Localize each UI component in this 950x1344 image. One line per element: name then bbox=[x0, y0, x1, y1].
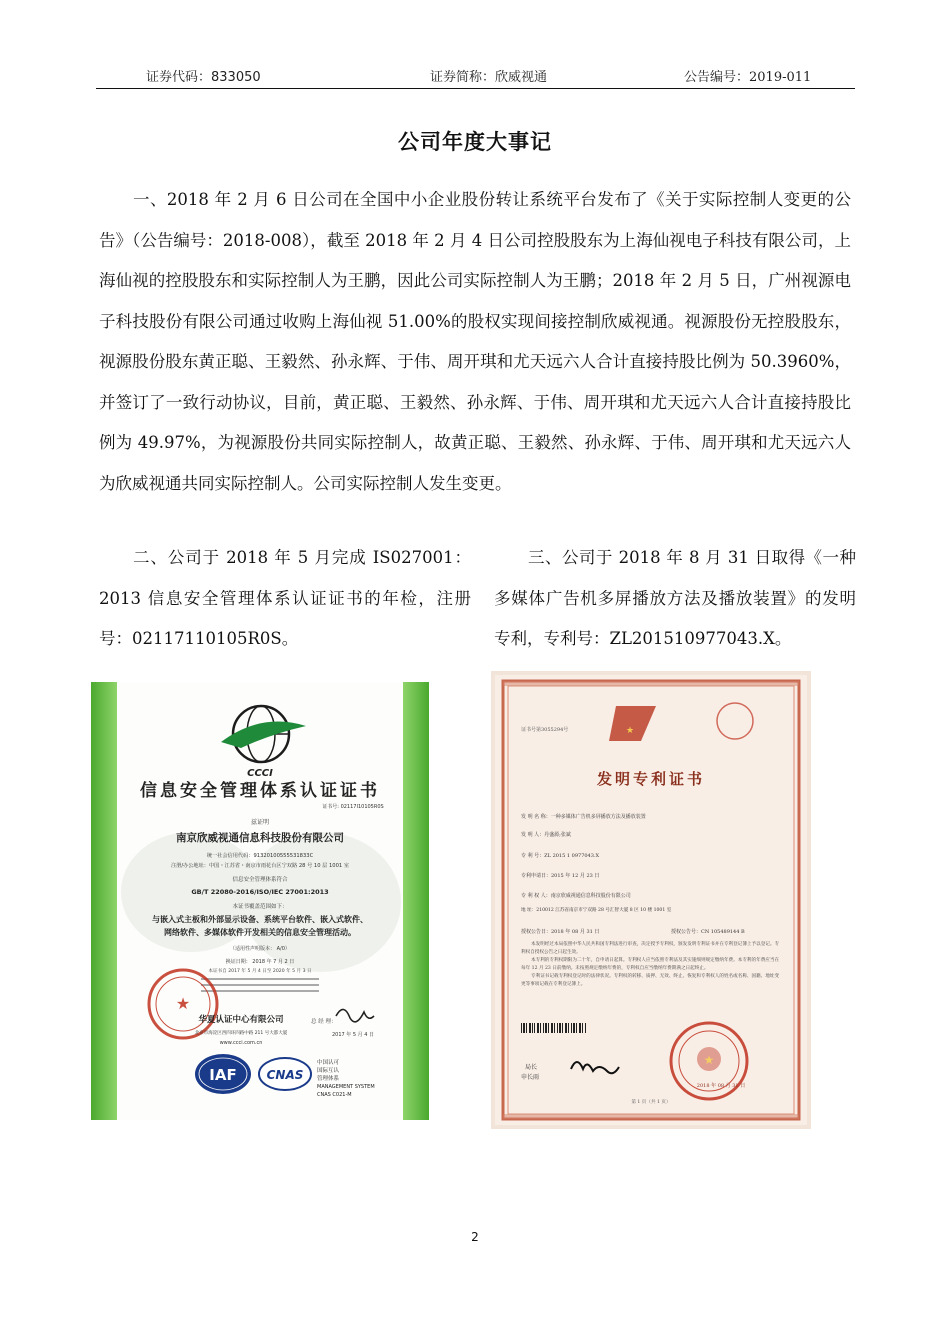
patent-grant-number: 授权公告号：CN 105489144 B bbox=[671, 929, 745, 935]
patent-body-2: 本专利的专利权期限为二十年，自申请日起算。专利权人应当依照专利法及其实施细则规定缴纳年费。本专利的年费应当在每年 12 月 23 日前缴纳。未按照规定缴纳年费的，专利权自应当缴纳年费期满之日起终止。 bbox=[521, 958, 780, 971]
patent-director-name: 申长雨 bbox=[521, 1074, 540, 1081]
isms-certificate-image bbox=[91, 682, 429, 1120]
isms-issuer-address: 北京市海淀区西四环四路中路 211 号大都大厦 bbox=[194, 1031, 288, 1036]
patent-title: 发明专利证书 bbox=[596, 770, 706, 788]
iaf-logo-icon bbox=[195, 1054, 251, 1094]
header-stock-abbr: 证券简称：欣威视通 bbox=[430, 70, 548, 85]
header-stock-code: 证券代码：833050 bbox=[146, 70, 261, 85]
patent-invention-name: 发 明 名 称：一种多媒体广告机多屏播放方法及播放装置 bbox=[521, 814, 646, 820]
isms-certify: 兹证明 bbox=[250, 819, 270, 826]
patent-seal-date: 2018 年 08 月 31 日 bbox=[696, 1083, 746, 1089]
cnas-en-line-1: MANAGEMENT SYSTEM bbox=[317, 1084, 375, 1090]
patent-inventor: 发 明 人：丹盛源;张斌 bbox=[521, 832, 571, 838]
cnas-cn-line-2: 国际互认 bbox=[317, 1068, 340, 1074]
cnas-text: CNAS bbox=[266, 1068, 304, 1082]
isms-address: 注册/办公地址：中国・江苏省・南京市雨花台区宁双路 28 号 10 层 1001 室 bbox=[170, 863, 350, 869]
svg-text:★: ★ bbox=[626, 726, 635, 736]
cnas-cn-line-3: 管理体系 bbox=[317, 1076, 340, 1082]
patent-cert-number: 证书号第3055294号 bbox=[521, 727, 569, 733]
isms-credit-code: 统一社会信用代码：91320100555531833C bbox=[206, 853, 314, 859]
patent-certificate-image bbox=[491, 671, 811, 1129]
isms-website: www.ccci.com.cn bbox=[219, 1040, 263, 1046]
isms-change-date: 换证日期： 2018 年 7 月 2 日 bbox=[225, 959, 295, 965]
cnas-en-line-2: CNAS C021-M bbox=[317, 1092, 352, 1098]
isms-general-manager: 总 经 理： bbox=[311, 1019, 337, 1025]
page-title: 公司年度大事记 bbox=[398, 130, 552, 154]
patent-address: 地 址：210012 江苏省南京市宁双路 28 号汇智大厦 8 区 10 楼 1001 室 bbox=[521, 908, 672, 913]
isms-company: 南京欣威视通信息科技股份有限公司 bbox=[176, 832, 344, 844]
paragraph-iso-certificate: 二、公司于 2018 年 5 月完成 IS027001：2013 信息安全管理体系认证证书的年检，注册号：02117110105R0S。 bbox=[99, 548, 471, 648]
isms-cert-title: 信息安全管理体系认证证书 bbox=[140, 781, 380, 801]
patent-filing-date: 专利申请日：2015 年 12 月 23 日 bbox=[521, 873, 600, 879]
patent-footer: 第 1 页（共 1 页） bbox=[631, 1100, 671, 1105]
isms-cert-number: 证书号: 02117I10105R0S bbox=[322, 804, 384, 810]
patent-patentee: 专 利 权 人：南京欣威视通信息科技股份有限公司 bbox=[521, 893, 631, 899]
page-number: 2 bbox=[471, 1230, 479, 1244]
svg-text:★: ★ bbox=[175, 994, 191, 1013]
isms-logo-text: CCCI bbox=[247, 768, 273, 779]
patent-grant-date: 授权公告日：2018 年 08 月 31 日 bbox=[521, 929, 600, 935]
patent-body-3: 专利证书记载专利权登记时的法律状况。专利权的转移、质押、无效、终止、恢复和专利权人的姓名或名称、国籍、地址变更等事项记载在专利登记簿上。 bbox=[521, 974, 780, 987]
isms-scope-intro: 本证书覆盖范围如下： bbox=[232, 904, 288, 910]
iaf-text: IAF bbox=[209, 1066, 237, 1084]
isms-validity: 本证书自 2017 年 5 月 4 日至 2020 年 5 月 3 日 bbox=[208, 969, 312, 974]
isms-issue-date: 2017 年 5 月 4 日 bbox=[331, 1032, 375, 1038]
isms-conforms: 信息安全管理体系符合 bbox=[232, 877, 288, 883]
patent-body-1: 本发明经过本局依照中华人民共和国专利法进行审查，决定授予专利权，颁发发明专利证书并在专利登记簿上予以登记。专利权自授权公告之日起生效。 bbox=[521, 942, 780, 955]
svg-text:★: ★ bbox=[703, 1053, 715, 1067]
cnas-logo-icon bbox=[259, 1058, 311, 1090]
header-rule bbox=[96, 88, 855, 89]
isms-scope-line-1: 与嵌入式主板和外部显示设备、系统平台软件、嵌入式软件、 bbox=[152, 915, 368, 924]
patent-director-label: 局长 bbox=[525, 1064, 538, 1071]
isms-soa: （适用性声明版本： A/0） bbox=[230, 946, 290, 952]
isms-scope-line-2: 网络软件、多媒体软件开发相关的信息安全管理活动。 bbox=[164, 928, 356, 937]
header-notice-number: 公告编号：2019-011 bbox=[684, 70, 812, 85]
isms-issuer: 华夏认证中心有限公司 bbox=[198, 1015, 284, 1025]
paragraph-patent: 三、公司于 2018 年 8 月 31 日取得《一种多媒体广告机多屏播放方法及播放装置》的发明专利，专利号：ZL201510977043.X。 bbox=[494, 548, 856, 648]
isms-standard: GB/T 22080-2016/ISO/IEC 27001:2013 bbox=[191, 888, 329, 896]
patent-number: 专 利 号：ZL 2015 1 0977043.X bbox=[521, 853, 600, 859]
paragraph-controller-change: 一、2018 年 2 月 6 日公司在全国中小企业股份转让系统平台发布了《关于实际控制人变更的公告》（公告编号：2018-008），截至 2018 年 2 月 4 日公司控股股东为上海仙视电子科技有限公司，上海仙视的控股股东和实际控制人为王鹏，因此公司实际控制人为王鹏；2018 年 2 月 5 日，广州视源电子科技股份有限公司通过收购上海仙视 51.00%的股权实现间接控制欣威视通。视源股份无控股股东，视源股份股东黄正聪、王毅然、孙永辉、于伟、周开琪和尤天远六人合计直接持股比例为 50.3960%，并签订了一致行动协议，目前，黄正聪、王毅然、孙永辉、于伟、周开琪和尤天远六人合计直接持股比例为 49.97%，为视源股份共同实际控制人，故黄正聪、王毅然、孙永辉、于伟、周开琪和尤天远六人为欣威视通共同实际控制人。公司实际控制人发生变更。 bbox=[99, 190, 851, 493]
cnas-cn-line-1: 中国认可 bbox=[317, 1060, 340, 1066]
